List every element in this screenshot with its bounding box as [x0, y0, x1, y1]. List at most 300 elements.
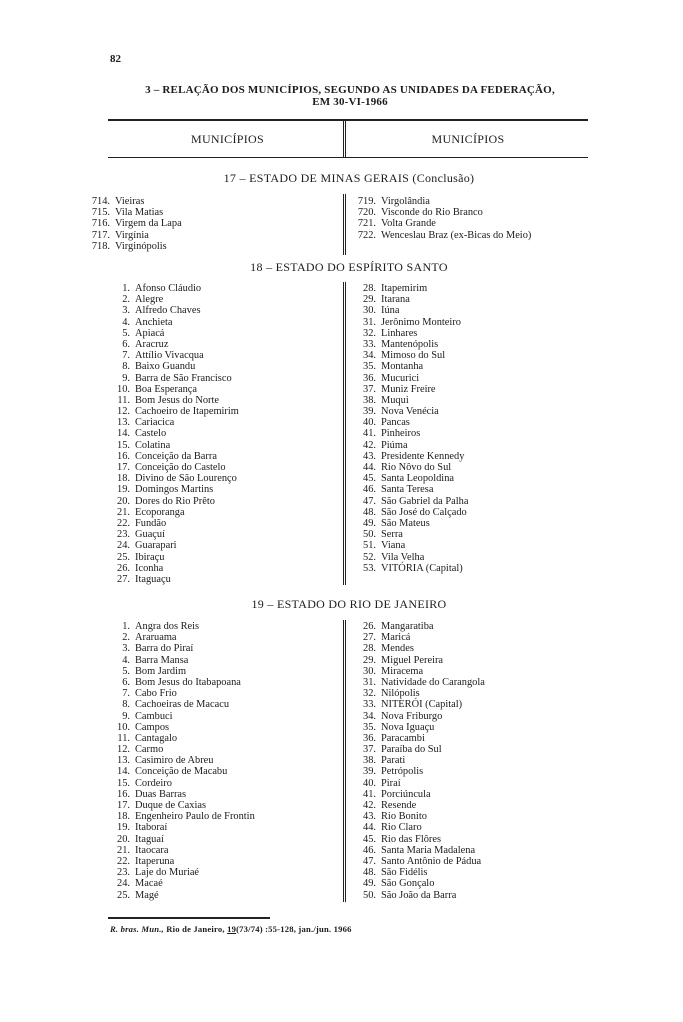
municipality-name: Miracema	[381, 665, 424, 677]
list-item	[104, 699, 255, 710]
list-item	[104, 878, 255, 889]
list-item	[104, 283, 239, 294]
list-item	[82, 218, 182, 229]
municipality-name: Montanha	[381, 361, 424, 373]
list-item	[104, 484, 239, 495]
municipality-name: Itapemirim	[381, 283, 428, 294]
municipality-name: Cachoeiro de Itapemirim	[135, 406, 239, 418]
municipality-name: São Gonçalo	[381, 878, 435, 890]
list-item	[330, 218, 531, 229]
item-number: 8.	[122, 699, 130, 711]
list-item	[330, 207, 531, 218]
municipality-name: Domingos Martins	[135, 484, 214, 496]
list-item	[104, 406, 239, 417]
municipality-name: Ibiraçu	[135, 551, 165, 563]
item-number: 722.	[357, 229, 376, 241]
state-title-rio-de-janeiro: 19 – ESTADO DO RIO DE JANEIRO	[251, 597, 447, 611]
item-number: 18.	[117, 473, 130, 485]
list-item	[330, 196, 531, 207]
item-number: 39.	[363, 766, 376, 778]
list-item	[104, 540, 239, 551]
list-item	[104, 473, 239, 484]
municipality-name: Bom Jesus do Norte	[135, 394, 219, 406]
item-number: 52.	[363, 551, 376, 563]
item-number: 34.	[363, 710, 376, 722]
item-number: 46.	[363, 484, 376, 496]
minas-gerais-left-list	[82, 196, 182, 252]
municipality-name: Casimiro de Abreu	[135, 755, 214, 767]
rio-de-janeiro-right-list	[350, 621, 485, 901]
list-item	[82, 196, 182, 207]
municipality-name: Virgolândia	[381, 196, 430, 207]
municipality-name: Engenheiro Paulo de Frontin	[135, 811, 255, 823]
municipality-name: Pancas	[381, 417, 410, 429]
item-number: 25.	[117, 551, 130, 563]
municipality-name: Cabo Frio	[135, 688, 177, 700]
municipality-name: Baixo Guandu	[135, 361, 196, 373]
list-item	[104, 417, 239, 428]
item-number: 7.	[122, 688, 130, 700]
item-number: 715.	[91, 207, 110, 219]
list-item	[350, 518, 468, 529]
list-item	[350, 373, 468, 384]
municipality-name: Paracambi	[381, 732, 425, 744]
municipality-name: Carmo	[135, 744, 164, 756]
item-number: 2.	[122, 294, 130, 306]
municipality-name: Apiacá	[135, 327, 165, 339]
list-item	[350, 856, 485, 867]
item-number: 12.	[117, 744, 130, 756]
item-number: 14.	[117, 766, 130, 778]
municipality-name: Wenceslau Braz (ex-Bicas do Meio)	[381, 229, 532, 241]
municipality-name: Piúma	[381, 439, 408, 451]
list-item	[104, 856, 255, 867]
municipality-name: Cachoeiras de Macacu	[135, 699, 230, 711]
item-number: 718.	[91, 240, 110, 252]
journal-issue: (73/74) :55-128, jan./jun. 1966	[236, 924, 352, 934]
item-number: 21.	[117, 506, 130, 518]
list-item	[350, 699, 485, 710]
item-number: 1.	[122, 621, 130, 632]
item-number: 26.	[363, 621, 376, 632]
item-number: 32.	[363, 327, 376, 339]
municipality-name: Itaperuna	[135, 855, 175, 867]
item-number: 39.	[363, 406, 376, 418]
espirito-santo-left-list	[104, 283, 239, 585]
item-number: 5.	[122, 665, 130, 677]
item-number: 48.	[363, 867, 376, 879]
item-number: 1.	[122, 283, 130, 294]
municipality-name: Itarana	[381, 294, 410, 306]
list-item	[104, 666, 255, 677]
municipality-name: Itaguaí	[135, 833, 164, 845]
list-item	[350, 733, 485, 744]
municipality-name: Cantagalo	[135, 732, 178, 744]
list-item	[104, 462, 239, 473]
municipality-name: Muniz Freire	[381, 383, 436, 395]
municipality-name: São Mateus	[381, 517, 430, 529]
list-item	[104, 711, 255, 722]
list-item	[350, 744, 485, 755]
list-item	[350, 621, 485, 632]
municipality-name: Visconde do Rio Branco	[381, 207, 483, 219]
municipality-name: Linhares	[381, 327, 418, 339]
list-item	[350, 339, 468, 350]
item-number: 22.	[117, 855, 130, 867]
municipality-name: Nova Friburgo	[381, 710, 443, 722]
municipality-name: Petrópolis	[381, 766, 424, 778]
municipality-name: Nova Iguaçu	[381, 721, 435, 733]
municipality-name: Piraí	[381, 777, 401, 789]
municipality-name: Guaçuí	[135, 529, 166, 541]
municipality-name: Vila Matias	[115, 207, 164, 219]
list-item	[104, 373, 239, 384]
municipality-name: Dores do Rio Prêto	[135, 495, 215, 507]
list-item	[104, 688, 255, 699]
list-item	[350, 529, 468, 540]
item-number: 14.	[117, 428, 130, 440]
municipality-name: São José do Calçado	[381, 506, 467, 518]
list-item	[350, 822, 485, 833]
item-number: 50.	[363, 529, 376, 541]
list-item	[104, 574, 239, 585]
municipality-name: Porciúncula	[381, 788, 431, 800]
municipality-name: Iconha	[135, 562, 164, 574]
list-item	[104, 800, 255, 811]
municipality-name: Alfredo Chaves	[135, 305, 201, 317]
municipality-name: São Gabriel da Palha	[381, 495, 469, 507]
state-title-espirito-santo: 18 – ESTADO DO ESPÍRITO SANTO	[250, 260, 448, 274]
list-item	[104, 867, 255, 878]
list-item	[350, 540, 468, 551]
list-item	[104, 563, 239, 574]
municipality-name: Conceição do Castelo	[135, 462, 226, 473]
municipality-name: Divino de São Lourenço	[135, 473, 237, 485]
list-item	[350, 496, 468, 507]
list-item	[350, 845, 485, 856]
list-item	[350, 878, 485, 889]
item-number: 19.	[117, 484, 130, 496]
item-number: 41.	[363, 788, 376, 800]
list-item	[350, 811, 485, 822]
item-number: 22.	[117, 517, 130, 529]
item-number: 53.	[363, 562, 376, 574]
municipality-name: Afonso Cláudio	[135, 283, 202, 294]
list-item	[82, 230, 182, 241]
item-number: 4.	[122, 654, 130, 666]
item-number: 3.	[122, 305, 130, 317]
espirito-santo-right-list	[350, 283, 468, 574]
municipality-name: Itaguaçu	[135, 573, 171, 585]
item-number: 720.	[357, 207, 376, 219]
municipality-name: Barra do Piraí	[135, 643, 194, 655]
municipality-name: Santa Teresa	[381, 484, 434, 496]
item-number: 29.	[363, 654, 376, 666]
item-number: 10.	[117, 721, 130, 733]
list-item	[350, 328, 468, 339]
list-item	[104, 834, 255, 845]
list-item	[350, 778, 485, 789]
item-number: 5.	[122, 327, 130, 339]
list-item	[104, 518, 239, 529]
list-item	[104, 529, 239, 540]
column-divider	[343, 121, 346, 157]
item-number: 3.	[122, 643, 130, 655]
list-item	[350, 484, 468, 495]
top-rule	[108, 119, 588, 121]
item-number: 30.	[363, 305, 376, 317]
municipality-name: Natividade do Carangola	[381, 676, 485, 688]
list-item	[104, 339, 239, 350]
list-item	[350, 507, 468, 518]
item-number: 721.	[357, 218, 376, 230]
item-number: 31.	[363, 676, 376, 688]
item-number: 13.	[117, 417, 130, 429]
item-number: 21.	[117, 844, 130, 856]
item-number: 37.	[363, 744, 376, 756]
list-item	[330, 230, 531, 241]
column-header-left: MUNICÍPIOS	[190, 132, 264, 146]
item-number: 45.	[363, 833, 376, 845]
list-item	[104, 677, 255, 688]
municipality-name: Mucurici	[381, 372, 420, 384]
item-number: 40.	[363, 417, 376, 429]
item-number: 12.	[117, 406, 130, 418]
list-item	[350, 890, 485, 901]
list-item	[104, 384, 239, 395]
list-item	[350, 384, 468, 395]
municipality-name: Araruama	[135, 632, 177, 644]
item-number: 26.	[117, 562, 130, 574]
municipality-name: Duque de Caxias	[135, 800, 206, 811]
item-number: 32.	[363, 688, 376, 700]
list-item	[104, 440, 239, 451]
municipality-name: São Fidélis	[381, 867, 428, 879]
municipality-name: Santa Leopoldina	[381, 473, 455, 485]
list-item	[350, 350, 468, 361]
municipality-name: Miguel Pereira	[381, 654, 444, 666]
list-item	[350, 305, 468, 316]
item-number: 38.	[363, 755, 376, 767]
item-number: 8.	[122, 361, 130, 373]
table-heading: 3 – RELAÇÃO DOS MUNICÍPIOS, SEGUNDO AS UNIDADES DA FEDERAÇÃO,	[145, 84, 555, 96]
item-number: 9.	[122, 372, 130, 384]
list-item	[104, 621, 255, 632]
municipality-name: Presidente Kennedy	[381, 450, 465, 462]
list-item	[104, 451, 239, 462]
item-number: 29.	[363, 294, 376, 306]
list-item	[350, 294, 468, 305]
municipality-name: Colatina	[135, 439, 171, 451]
list-item	[104, 361, 239, 372]
municipality-name: Aracruz	[135, 338, 169, 350]
list-item	[104, 755, 255, 766]
item-number: 37.	[363, 383, 376, 395]
list-item	[350, 677, 485, 688]
municipality-name: Muqui	[381, 394, 409, 406]
municipality-name: Mantenópolis	[381, 338, 439, 350]
municipality-name: Itaboraí	[135, 822, 168, 834]
item-number: 33.	[363, 338, 376, 350]
item-number: 47.	[363, 855, 376, 867]
item-number: 27.	[363, 632, 376, 644]
municipality-name: Conceição de Macabu	[135, 766, 228, 778]
municipality-name: Mendes	[381, 643, 414, 655]
municipality-name: Alegre	[135, 294, 164, 306]
item-number: 18.	[117, 811, 130, 823]
item-number: 7.	[122, 350, 130, 362]
item-number: 30.	[363, 665, 376, 677]
list-item	[350, 283, 468, 294]
item-number: 15.	[117, 439, 130, 451]
list-item	[82, 207, 182, 218]
list-item	[350, 643, 485, 654]
list-item	[350, 632, 485, 643]
citation-footer	[110, 924, 352, 934]
municipality-name: Conceição da Barra	[135, 450, 217, 462]
municipality-name: Rio Nôvo do Sul	[381, 462, 452, 473]
item-number: 31.	[363, 316, 376, 328]
municipality-name: Jerônimo Monteiro	[381, 316, 461, 328]
municipality-name: Maricá	[381, 632, 411, 644]
item-number: 11.	[117, 394, 130, 406]
list-item	[104, 294, 239, 305]
list-item	[350, 563, 468, 574]
list-item	[104, 552, 239, 563]
item-number: 714.	[91, 196, 110, 207]
municipality-name: Virginópolis	[115, 240, 167, 252]
list-item	[350, 317, 468, 328]
list-item	[104, 811, 255, 822]
item-number: 48.	[363, 506, 376, 518]
list-item	[104, 789, 255, 800]
list-item	[350, 552, 468, 563]
item-number: 49.	[363, 878, 376, 890]
municipality-name: Rio Claro	[381, 822, 422, 834]
municipality-name: Barra de São Francisco	[135, 372, 232, 384]
municipality-name: Magé	[135, 889, 159, 901]
table-heading-date: EM 30-VI-1966	[312, 96, 388, 108]
item-number: 38.	[363, 394, 376, 406]
item-number: 46.	[363, 844, 376, 856]
item-number: 25.	[117, 889, 130, 901]
municipality-name: Fundão	[135, 517, 167, 529]
item-number: 41.	[363, 428, 376, 440]
page-number: 82	[110, 53, 121, 65]
item-number: 15.	[117, 777, 130, 789]
item-number: 28.	[363, 283, 376, 294]
item-number: 11.	[117, 732, 130, 744]
list-item	[350, 361, 468, 372]
list-item	[82, 241, 182, 252]
list-item	[350, 766, 485, 777]
list-item	[350, 473, 468, 484]
municipality-name: Cordeiro	[135, 777, 172, 789]
list-item	[350, 867, 485, 878]
state-title-minas-gerais: 17 – ESTADO DE MINAS GERAIS (Conclusão)	[223, 171, 475, 185]
item-number: 10.	[117, 383, 130, 395]
municipality-name: Parati	[381, 755, 406, 767]
item-number: 24.	[117, 878, 130, 890]
item-number: 16.	[117, 788, 130, 800]
municipality-name: Ecoporanga	[135, 506, 185, 518]
minas-gerais-right-list	[330, 196, 531, 241]
municipality-name: Itaocara	[135, 844, 169, 856]
journal-place: Rio de Janeiro,	[163, 924, 228, 934]
item-number: 42.	[363, 800, 376, 811]
item-number: 16.	[117, 450, 130, 462]
list-item	[104, 496, 239, 507]
list-item	[350, 789, 485, 800]
municipality-name: Guarapari	[135, 540, 177, 552]
list-item	[350, 800, 485, 811]
item-number: 34.	[363, 350, 376, 362]
item-number: 44.	[363, 462, 376, 473]
item-number: 20.	[117, 495, 130, 507]
item-number: 45.	[363, 473, 376, 485]
municipality-name: Duas Barras	[135, 788, 187, 800]
municipality-name: Attílio Vivacqua	[135, 350, 204, 362]
list-item	[104, 766, 255, 777]
municipality-name: Nova Venécia	[381, 406, 439, 418]
list-item	[350, 395, 468, 406]
list-item	[104, 733, 255, 744]
list-item	[350, 655, 485, 666]
item-number: 36.	[363, 732, 376, 744]
item-number: 23.	[117, 867, 130, 879]
list-item	[350, 666, 485, 677]
list-item	[104, 305, 239, 316]
item-number: 719.	[357, 196, 376, 207]
footer-rule	[108, 917, 270, 919]
list-item	[104, 632, 255, 643]
list-item	[104, 744, 255, 755]
item-number: 2.	[122, 632, 130, 644]
municipality-name: Vila Velha	[381, 551, 425, 563]
municipality-name: Laje do Muriaé	[135, 867, 200, 879]
item-number: 24.	[117, 540, 130, 552]
municipality-name: Vieiras	[115, 196, 145, 207]
municipality-name: Macaé	[135, 878, 163, 890]
municipality-name: Nilópolis	[381, 688, 420, 700]
item-number: 19.	[117, 822, 130, 834]
list-item	[350, 428, 468, 439]
list-item	[104, 507, 239, 518]
item-number: 43.	[363, 811, 376, 823]
list-item	[104, 328, 239, 339]
item-number: 717.	[91, 229, 110, 241]
municipality-name: Bom Jardim	[135, 665, 187, 677]
item-number: 35.	[363, 361, 376, 373]
list-item	[104, 778, 255, 789]
list-item	[350, 462, 468, 473]
column-divider	[343, 620, 346, 902]
list-item	[104, 643, 255, 654]
item-number: 6.	[122, 338, 130, 350]
municipality-name: Bom Jesus do Itabapoana	[135, 676, 241, 688]
item-number: 47.	[363, 495, 376, 507]
list-item	[104, 428, 239, 439]
municipality-name: Castelo	[135, 428, 167, 440]
municipality-name: Resende	[381, 800, 417, 811]
list-item	[350, 406, 468, 417]
column-divider	[343, 282, 346, 585]
list-item	[104, 890, 255, 901]
item-number: 17.	[117, 800, 130, 811]
municipality-name: Mangaratiba	[381, 621, 434, 632]
municipality-name: Barra Mansa	[135, 654, 189, 666]
list-item	[350, 755, 485, 766]
